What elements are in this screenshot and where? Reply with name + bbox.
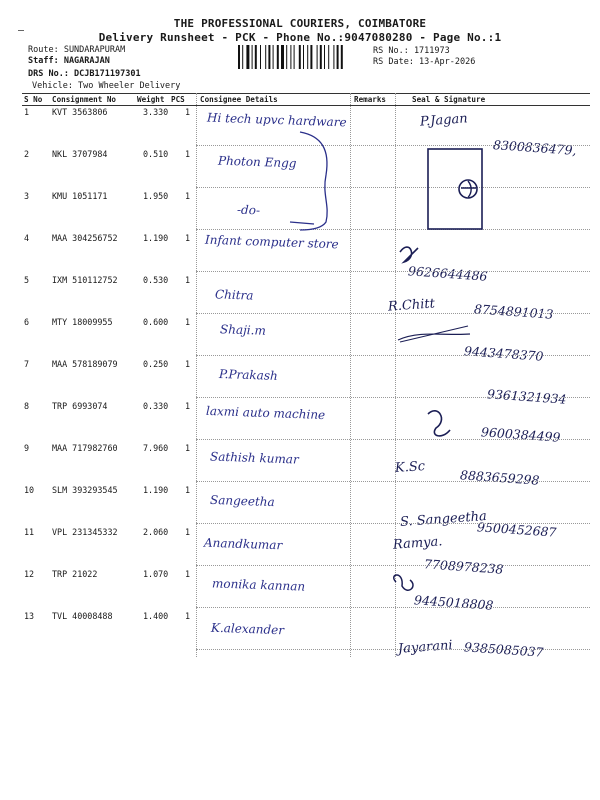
row-consignment-no: SLM 393293545	[52, 485, 118, 495]
row-phone-handwritten: 9626644486	[407, 263, 488, 284]
runsheet-subtitle: Delivery Runsheet - PCK - Phone No.:9047080280 - Page No.:1	[98, 31, 502, 44]
row-weight: 0.530	[143, 275, 169, 285]
row-sno: 8	[24, 401, 30, 411]
row-sno: 3	[24, 191, 30, 201]
row-consignment-no: MAA 717982760	[52, 443, 118, 453]
row-sno: 4	[24, 233, 30, 243]
row-phone-handwritten: 9600384499	[480, 424, 561, 445]
row-consignee-handwritten: Infant computer store	[204, 232, 339, 252]
row-consignee-handwritten: P.Prakash	[218, 366, 278, 384]
row-phone-handwritten: 9385085037	[463, 639, 544, 660]
row-weight: 0.330	[143, 401, 169, 411]
vehicle-label: Vehicle: Two Wheeler Delivery	[32, 81, 181, 91]
row-consignment-no: IXM 510112752	[52, 275, 118, 285]
row-phone-handwritten: 9500452687	[476, 519, 557, 540]
row-pcs: 1	[185, 527, 191, 537]
row-pcs: 1	[185, 611, 191, 621]
drs-number: DRS No.: DCJB171197301	[28, 69, 141, 79]
row-weight: 1.070	[143, 569, 169, 579]
row-sno: 10	[24, 485, 35, 495]
row-consignee-handwritten: Hi tech upvc hardware	[206, 110, 347, 130]
row-weight: 3.330	[143, 107, 169, 117]
col-sno: S No	[24, 95, 43, 104]
row-weight: 1.400	[143, 611, 169, 621]
col-weight: Weight	[137, 95, 165, 104]
row-consignee-handwritten: Chitra	[214, 287, 254, 303]
row-consignee-handwritten: monika kannan	[211, 576, 306, 594]
row-pcs: 1	[185, 401, 191, 411]
row-consignment-no: TRP 21022	[52, 569, 98, 579]
row-weight: 1.190	[143, 233, 169, 243]
row-pcs: 1	[185, 275, 191, 285]
row-consignment-no: NKL 3707984	[52, 149, 108, 159]
row-consignment-no: MAA 578189079	[52, 359, 118, 369]
row-signature: K.Sc	[394, 458, 426, 477]
col-seal-signature: Seal & Signature	[412, 95, 486, 104]
row-sno: 9	[24, 443, 30, 453]
row-pcs: 1	[185, 191, 191, 201]
row-signature: Ramya.	[392, 534, 443, 553]
row-consignee-handwritten: K.alexander	[210, 620, 285, 638]
company-title: THE PROFESSIONAL COURIERS, COIMBATORE	[173, 17, 427, 30]
row-phone-handwritten: 9361321934	[486, 386, 567, 407]
row-signature: Jayarani	[397, 638, 454, 657]
row-pcs: 1	[185, 443, 191, 453]
row-phone-handwritten: 8754891013	[473, 301, 554, 322]
row-phone-handwritten: 9445018808	[413, 592, 494, 613]
row-sno: 12	[24, 569, 35, 579]
col-pcs: PCS	[171, 95, 185, 104]
row-weight: 7.960	[143, 443, 169, 453]
row-consignment-no: MTY 18009955	[52, 317, 113, 327]
row-consignee-handwritten: laxmi auto machine	[205, 403, 326, 423]
row-consignment-no: TRP 6993074	[52, 401, 108, 411]
row-consignment-no: KVT 3563806	[52, 107, 108, 117]
row-consignee-handwritten: Sangeetha	[209, 492, 275, 510]
row-sno: 11	[24, 527, 35, 537]
rs-date: RS Date: 13-Apr-2026	[373, 57, 476, 67]
row-pcs: 1	[185, 317, 191, 327]
row-consignee-handwritten: -do-	[236, 202, 261, 218]
row-weight: 2.060	[143, 527, 169, 537]
row-consignee-handwritten: Sathish kumar	[209, 449, 299, 467]
row-pcs: 1	[185, 569, 191, 579]
row-consignment-no: VPL 231345332	[52, 527, 118, 537]
row-sno: 2	[24, 149, 30, 159]
row-pcs: 1	[185, 485, 191, 495]
row-sno: 13	[24, 611, 35, 621]
row-sno: 7	[24, 359, 30, 369]
row-consignee-handwritten: Anandkumar	[203, 535, 283, 553]
row-weight: 0.600	[143, 317, 169, 327]
row-pcs: 1	[185, 107, 191, 117]
col-consignment: Consignment No	[52, 95, 117, 104]
row-consignment-no: TVL 40008488	[52, 611, 113, 621]
row-consignment-no: KMU 1051171	[52, 191, 108, 201]
row-pcs: 1	[185, 233, 191, 243]
row-signature: P.Jagan	[419, 111, 469, 130]
route-label: Route: SUNDARAPURAM	[28, 45, 126, 55]
row-weight: 1.950	[143, 191, 169, 201]
row-sno: 1	[24, 107, 30, 117]
row-signature: R.Chitt	[387, 296, 436, 315]
staff-label: Staff: NAGARAJAN	[28, 56, 110, 66]
col-remarks: Remarks	[354, 95, 387, 104]
row-phone-handwritten: 8300836479,	[492, 137, 577, 158]
row-consignment-no: MAA 304256752	[52, 233, 118, 243]
row-phone-handwritten: 8883659298	[459, 467, 540, 488]
row-sno: 6	[24, 317, 30, 327]
row-weight: 0.250	[143, 359, 169, 369]
row-sno: 5	[24, 275, 30, 285]
col-consignee: Consignee Details	[200, 95, 278, 104]
row-pcs: 1	[185, 359, 191, 369]
row-phone-handwritten: 7708978238	[423, 556, 504, 577]
row-signature: S. Sangeetha	[399, 508, 488, 531]
rs-number: RS No.: 1711973	[373, 46, 450, 56]
row-weight: 1.190	[143, 485, 169, 495]
row-weight: 0.510	[143, 149, 169, 159]
row-consignee-handwritten: Photon Engg	[217, 153, 297, 171]
row-phone-handwritten: 9443478370	[463, 343, 544, 364]
row-pcs: 1	[185, 149, 191, 159]
row-consignee-handwritten: Shaji.m	[219, 322, 267, 338]
